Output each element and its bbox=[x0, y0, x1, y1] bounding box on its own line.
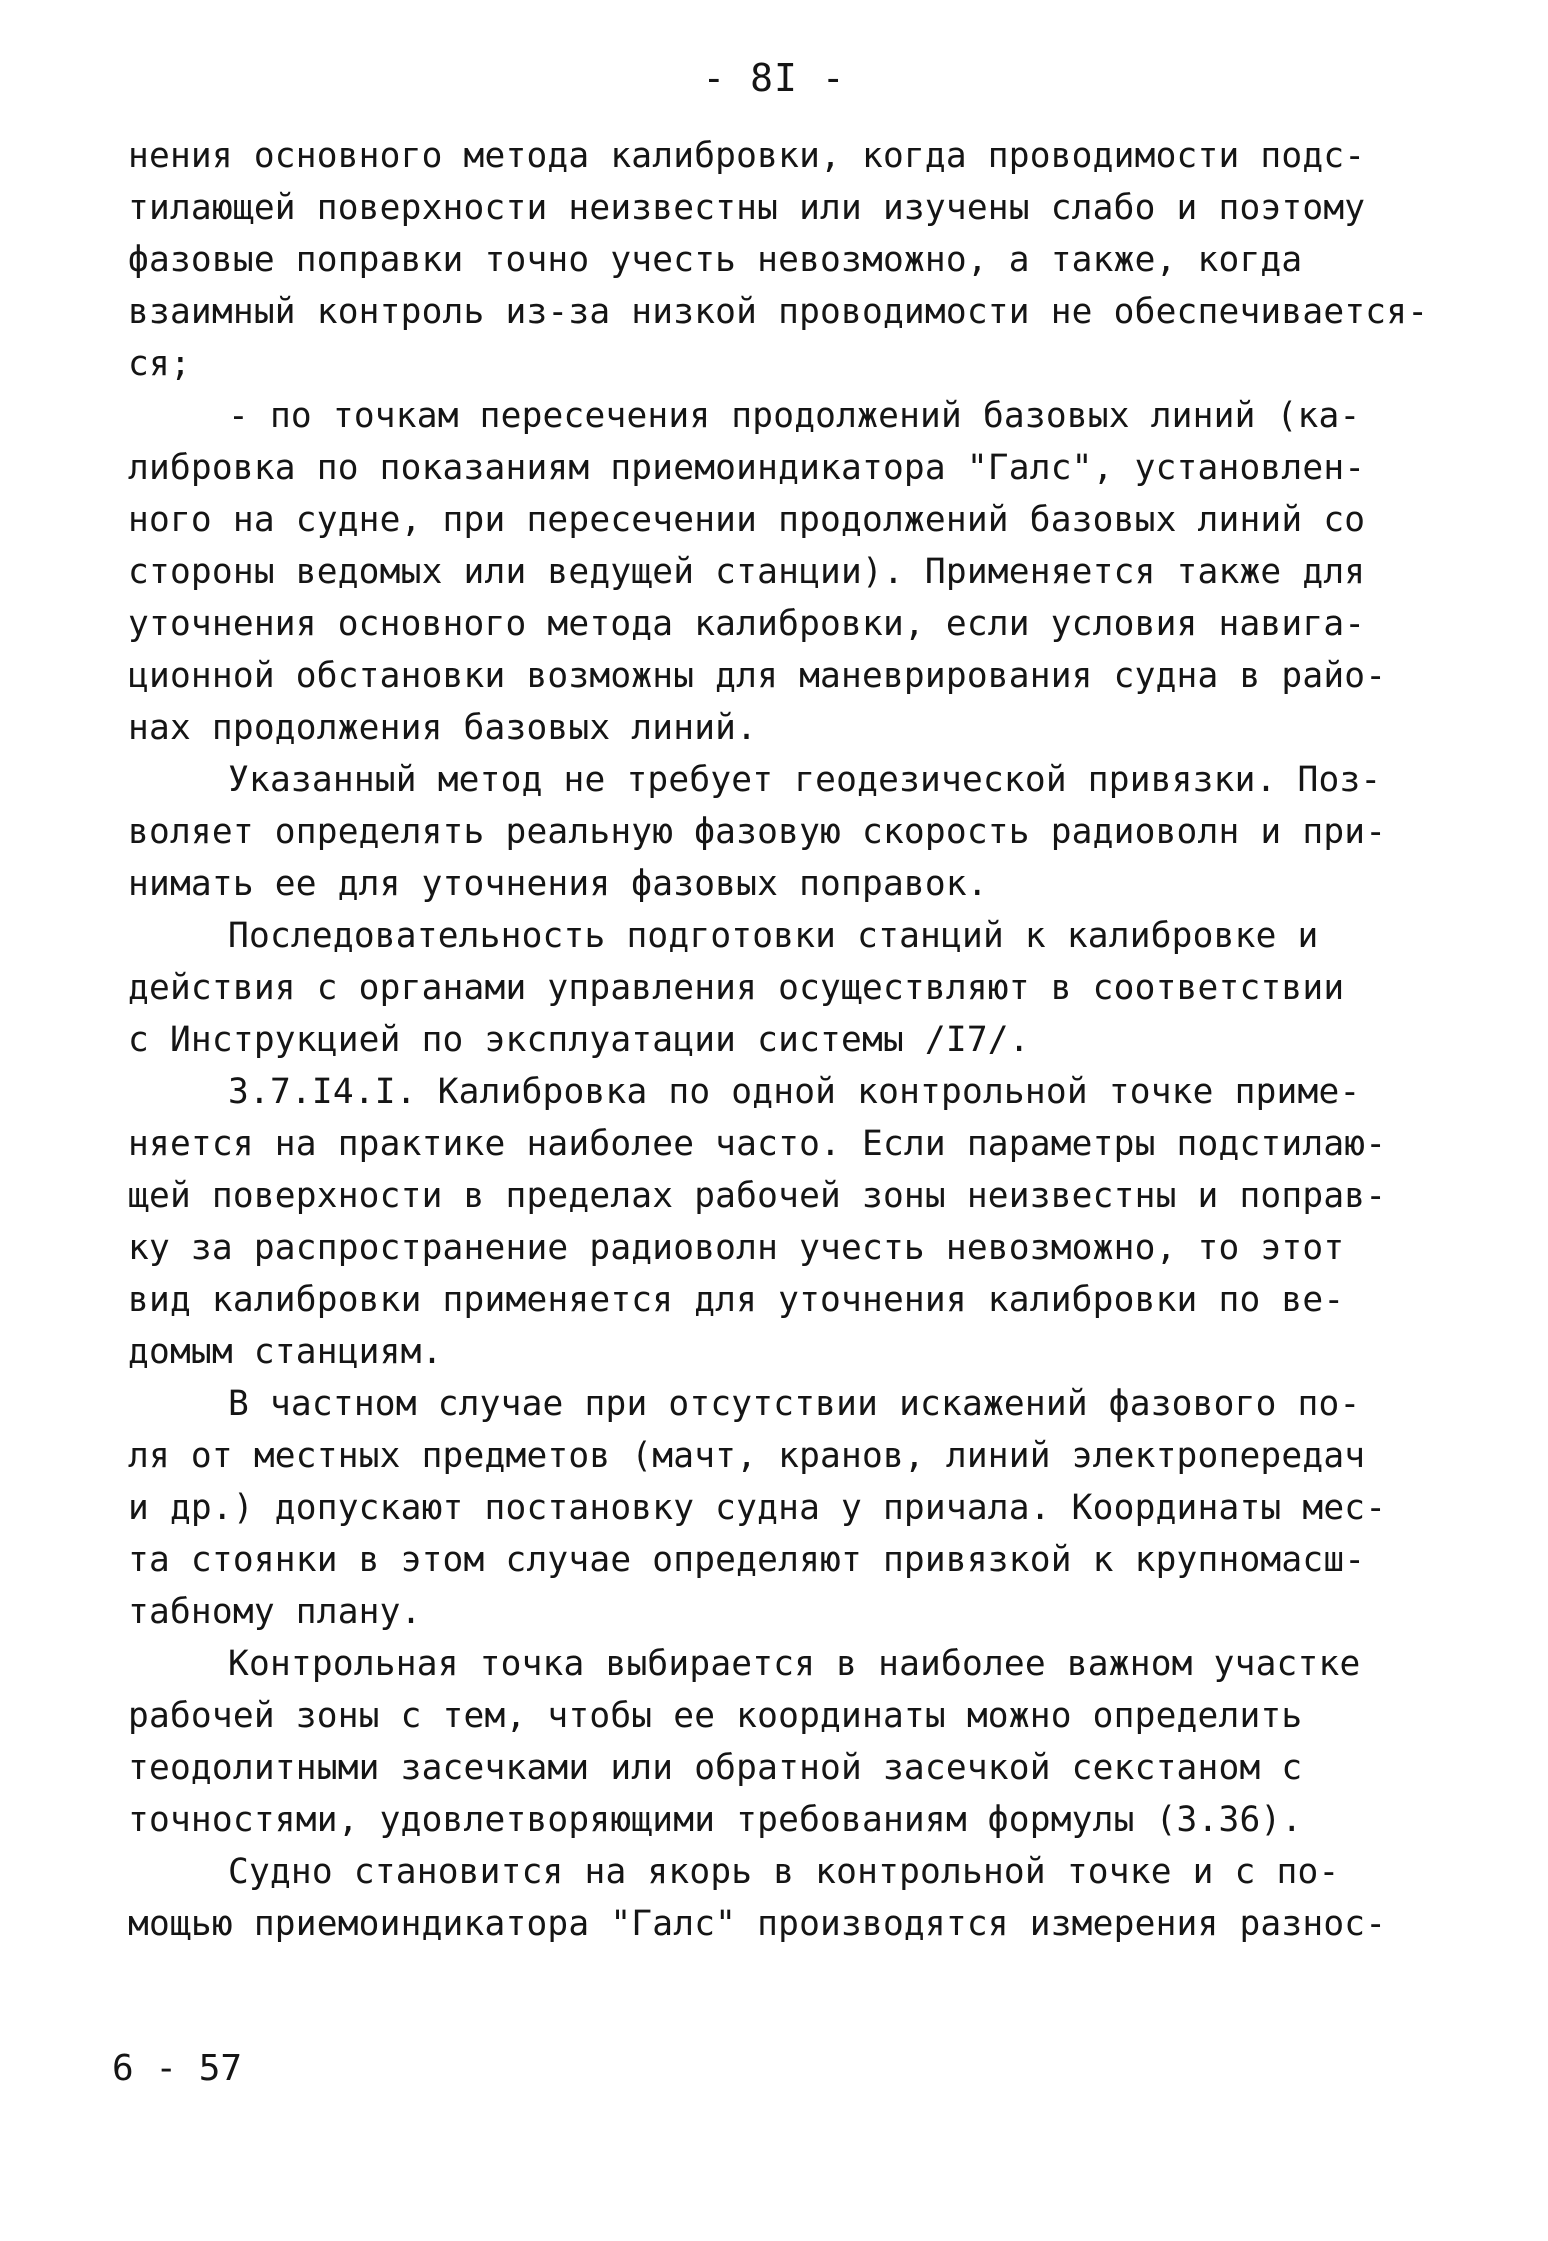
text-line-24: домым станциям. bbox=[128, 1332, 443, 1372]
text-line-25: В частном случае при отсутствии искажений фазового по- bbox=[228, 1384, 1361, 1424]
text-line-30: Контрольная точка выбирается в наиболее важном участке bbox=[228, 1644, 1361, 1684]
text-line-32: теодолитными засечками или обратной засечкой секстаном с bbox=[128, 1748, 1303, 1788]
text-line-1: нения основного метода калибровки, когда проводимости подс- bbox=[128, 136, 1366, 176]
text-line-7: либровка по показаниям приемоиндикатора "Галс", установлен- bbox=[128, 448, 1366, 488]
text-line-29: табному плану. bbox=[128, 1592, 422, 1632]
text-line-19: 3.7.I4.I. Калибровка по одной контрольной точке приме- bbox=[228, 1072, 1361, 1112]
text-line-20: няется на практике наиболее часто. Если параметры подстилаю- bbox=[128, 1124, 1387, 1164]
text-line-10: уточнения основного метода калибровки, если условия навига- bbox=[128, 604, 1366, 644]
text-line-17: действия с органами управления осуществляют в соответствии bbox=[128, 968, 1345, 1008]
text-line-14: воляет определять реальную фазовую скорость радиоволн и при- bbox=[128, 812, 1387, 852]
text-line-28: та стоянки в этом случае определяют привязкой к крупномасш- bbox=[128, 1540, 1366, 1580]
text-line-4: взаимный контроль из-за низкой проводимости не обеспечивается- bbox=[128, 292, 1429, 332]
text-line-13: Указанный метод не требует геодезической привязки. Поз- bbox=[228, 760, 1382, 800]
text-line-34: Судно становится на якорь в контрольной точке и с по- bbox=[228, 1852, 1340, 1892]
text-line-26: ля от местных предметов (мачт, кранов, линий электропередач bbox=[128, 1436, 1366, 1476]
text-line-9: стороны ведомых или ведущей станции). Применяется также для bbox=[128, 552, 1366, 592]
text-line-12: нах продолжения базовых линий. bbox=[128, 708, 758, 748]
text-line-3: фазовые поправки точно учесть невозможно, а также, когда bbox=[128, 240, 1303, 280]
text-line-15: нимать ее для уточнения фазовых поправок. bbox=[128, 864, 988, 904]
text-line-6: - по точкам пересечения продолжений базовых линий (ка- bbox=[228, 396, 1361, 436]
text-line-8: ного на судне, при пересечении продолжений базовых линий со bbox=[128, 500, 1366, 540]
text-line-21: щей поверхности в пределах рабочей зоны неизвестны и поправ- bbox=[128, 1176, 1387, 1216]
text-line-27: и др.) допускают постановку судна у причала. Координаты мес- bbox=[128, 1488, 1387, 1528]
text-line-23: вид калибровки применяется для уточнения калибровки по ве- bbox=[128, 1280, 1345, 1320]
text-line-11: ционной обстановки возможны для маневрирования судна в райо- bbox=[128, 656, 1387, 696]
text-line-31: рабочей зоны с тем, чтобы ее координаты можно определить bbox=[128, 1696, 1303, 1736]
text-line-22: ку за распространение радиоволн учесть невозможно, то этот bbox=[128, 1228, 1345, 1268]
text-line-35: мощью приемоиндикатора "Галс" производятся измерения разнос- bbox=[128, 1904, 1387, 1944]
text-line-2: тилающей поверхности неизвестны или изучены слабо и поэтому bbox=[128, 188, 1366, 228]
text-line-18: с Инструкцией по эксплуатации системы /I7/. bbox=[128, 1020, 1030, 1060]
text-line-5: ся; bbox=[128, 344, 191, 384]
text-line-16: Последовательность подготовки станций к калибровке и bbox=[228, 916, 1319, 956]
footer-code: 6 - 57 bbox=[112, 2048, 243, 2089]
text-line-33: точностями, удовлетворяющими требованиям формулы (3.36). bbox=[128, 1800, 1303, 1840]
page-number: - 8I - bbox=[702, 56, 846, 100]
